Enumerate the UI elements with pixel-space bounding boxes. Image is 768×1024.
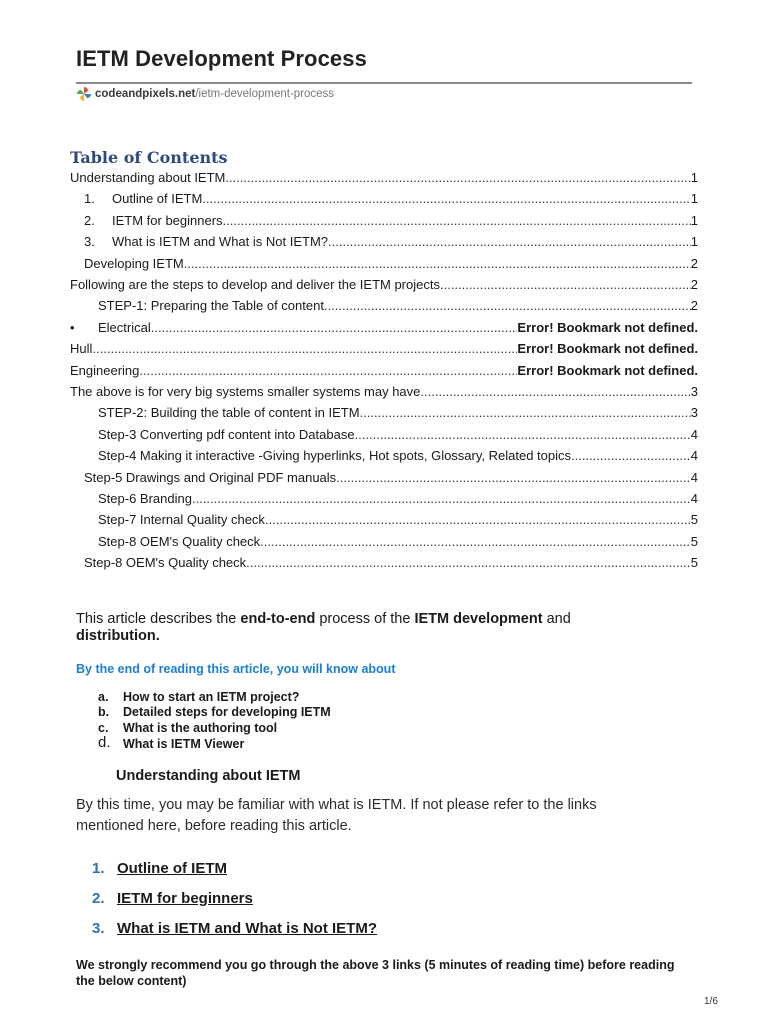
toc-entry-title: Engineering: [70, 362, 140, 378]
section-paragraph: By this time, you may be familiar with what is IETM. If not please refer to the links mentioned here, before reading this article.: [76, 797, 597, 834]
section-heading: Understanding about IETM: [116, 768, 301, 784]
toc-entry-page: 5: [690, 512, 698, 528]
toc-leader-dots: [223, 213, 691, 228]
toc-entry-title: Developing IETM: [84, 255, 184, 271]
toc-entry[interactable]: [70, 341, 698, 359]
toc-entry-page: 2: [690, 298, 698, 314]
toc-entry-title: Step-5 Drawings and Original PDF manuals: [84, 469, 337, 485]
intro-paragraph: [76, 611, 636, 645]
reference-link[interactable]: Outline of IETM: [117, 860, 227, 877]
toc-leader-dots: [246, 555, 691, 570]
know-heading: By the end of reading this article, you will know about: [76, 662, 396, 676]
toc-entry-page: 3: [690, 384, 698, 399]
toc-entry-page: Error! Bookmark not defined.: [517, 341, 698, 357]
toc-leader-dots: [355, 427, 691, 442]
intro-emphasis: IETM development: [414, 611, 543, 627]
reference-link-item: [92, 860, 227, 877]
toc-entry-marker: 1.: [84, 191, 95, 207]
toc-leader-dots: [202, 191, 690, 206]
toc-entry[interactable]: [70, 234, 698, 252]
toc-entry-title: Step-7 Internal Quality check: [98, 512, 265, 528]
toc-leader-dots: [192, 491, 691, 506]
toc-entry[interactable]: [70, 320, 698, 338]
list-item-text: Detailed steps for developing IETM: [123, 705, 331, 719]
toc-entry[interactable]: [70, 298, 698, 316]
page-title: IETM Development Process: [76, 46, 367, 71]
toc-leader-dots: [92, 341, 517, 356]
list-item-text: How to start an IETM project?: [123, 690, 300, 704]
toc-entry[interactable]: [70, 534, 698, 552]
toc-entry[interactable]: [70, 170, 698, 188]
toc-entry[interactable]: [70, 213, 698, 231]
toc-entry-marker: 2.: [84, 212, 95, 228]
intro-text: and: [542, 611, 571, 627]
toc-entry[interactable]: [70, 470, 698, 488]
toc-entry-page: 1: [690, 191, 698, 207]
toc-leader-dots: [151, 320, 518, 335]
toc-entry[interactable]: [70, 512, 698, 530]
intro-text: process of the: [315, 611, 415, 627]
toc-entry[interactable]: [70, 384, 698, 402]
toc-leader-dots: [328, 234, 691, 249]
toc-entry-marker: 3.: [84, 234, 95, 250]
toc-leader-dots: [336, 470, 691, 485]
title-divider: [76, 82, 692, 84]
toc-leader-dots: [420, 384, 690, 399]
recommendation-note: We strongly recommend you go through the above 3 links (5 minutes of reading time) before reading the below content): [76, 958, 675, 988]
toc-entry-title: Step-8 OEM's Quality check: [98, 533, 261, 549]
reference-link-item: [92, 920, 377, 937]
source-host: codeandpixels.net: [95, 88, 196, 100]
toc-entry-title: Following are the steps to develop and deliver the IETM projects.: [70, 277, 444, 292]
toc-entry-page: 4: [690, 448, 698, 464]
toc-entry[interactable]: [70, 448, 698, 466]
toc-entry-title: Outline of IETM: [112, 191, 203, 207]
toc-entry-page: 1: [690, 234, 698, 250]
intro-emphasis: end-to-end: [240, 611, 316, 627]
toc-entry-title: Step-4 Making it interactive -Giving hyperlinks, Hot spots, Glossary, Related topics: [98, 448, 572, 464]
toc-heading: Table of Contents: [70, 148, 228, 167]
toc-entry-page: 5: [690, 555, 698, 571]
toc-entry-title: What is IETM and What is Not IETM?: [112, 234, 328, 250]
pinwheel-logo-icon: [76, 86, 92, 102]
list-item-text: What is the authoring tool: [123, 721, 278, 735]
toc-entry-page: Error! Bookmark not defined.: [517, 362, 698, 378]
toc-leader-dots: [265, 512, 691, 527]
list-item-marker: d.: [98, 734, 111, 751]
toc-entry[interactable]: [70, 427, 698, 445]
list-item-marker: b.: [98, 705, 110, 719]
toc-entry-title: Step-3 Converting pdf content into Database: [98, 426, 355, 442]
page-number: 1/6: [704, 996, 718, 1007]
toc-entry-title: STEP-2: Building the table of content in IETM: [98, 405, 360, 421]
intro-text: This article describes the: [76, 611, 241, 627]
toc-leader-dots: [225, 170, 690, 185]
reference-link-item: [92, 890, 253, 907]
toc-entry-title: IETM for beginners: [112, 212, 223, 228]
toc-leader-dots: [360, 405, 691, 420]
toc-entry-page: 4: [690, 491, 698, 506]
toc-entry-page: 2: [690, 277, 698, 292]
toc-leader-dots: [260, 534, 691, 549]
toc-entry-page: 1: [690, 212, 698, 228]
toc-entry[interactable]: [70, 277, 698, 295]
source-link[interactable]: [76, 86, 334, 102]
toc-entry-title: Step-8 OEM's Quality check: [84, 555, 247, 571]
list-item-marker: c.: [98, 721, 109, 735]
toc-leader-dots: [184, 256, 691, 271]
reference-link-number: 2.: [92, 890, 105, 907]
reference-link-number: 1.: [92, 860, 105, 877]
toc-entry[interactable]: [70, 256, 698, 274]
toc-entry-title: Hull: [70, 341, 93, 357]
toc-entry-page: 5: [690, 533, 698, 549]
toc-entry-marker: •: [70, 319, 75, 335]
toc-entry-title: Understanding about IETM: [70, 170, 226, 185]
toc-leader-dots: [571, 448, 691, 463]
reference-link[interactable]: What is IETM and What is Not IETM?: [117, 920, 377, 937]
reference-link-number: 3.: [92, 920, 105, 937]
intro-emphasis: distribution.: [76, 628, 160, 644]
toc-entry-title: STEP-1: Preparing the Table of content: [98, 298, 324, 314]
toc-entry[interactable]: [70, 191, 698, 209]
toc-entry-page: 2: [690, 255, 698, 271]
list-item-text: What is IETM Viewer: [123, 737, 245, 751]
source-path: /ietm-development-process: [195, 88, 335, 100]
toc-leader-dots: [444, 277, 691, 292]
toc-entry-page: 3: [690, 405, 698, 421]
toc-leader-dots: [324, 298, 691, 313]
toc-entry-page: 1: [690, 170, 698, 185]
toc-entry[interactable]: [70, 405, 698, 423]
list-item-marker: a.: [98, 690, 109, 704]
toc-entry-title: The above is for very big systems smaller systems may have: [70, 384, 421, 399]
toc-leader-dots: [139, 363, 517, 378]
toc-entry-title: Electrical: [98, 319, 151, 335]
toc-entry-title: Step-6 Branding: [98, 491, 192, 506]
toc-entry[interactable]: [70, 555, 698, 573]
reference-link[interactable]: IETM for beginners: [117, 890, 253, 907]
toc-entry[interactable]: [70, 491, 698, 509]
toc-entry[interactable]: [70, 363, 698, 381]
toc-entry-page: Error! Bookmark not defined.: [517, 319, 698, 335]
toc-entry-page: 4: [690, 469, 698, 485]
toc-entry-page: 4: [690, 426, 698, 442]
